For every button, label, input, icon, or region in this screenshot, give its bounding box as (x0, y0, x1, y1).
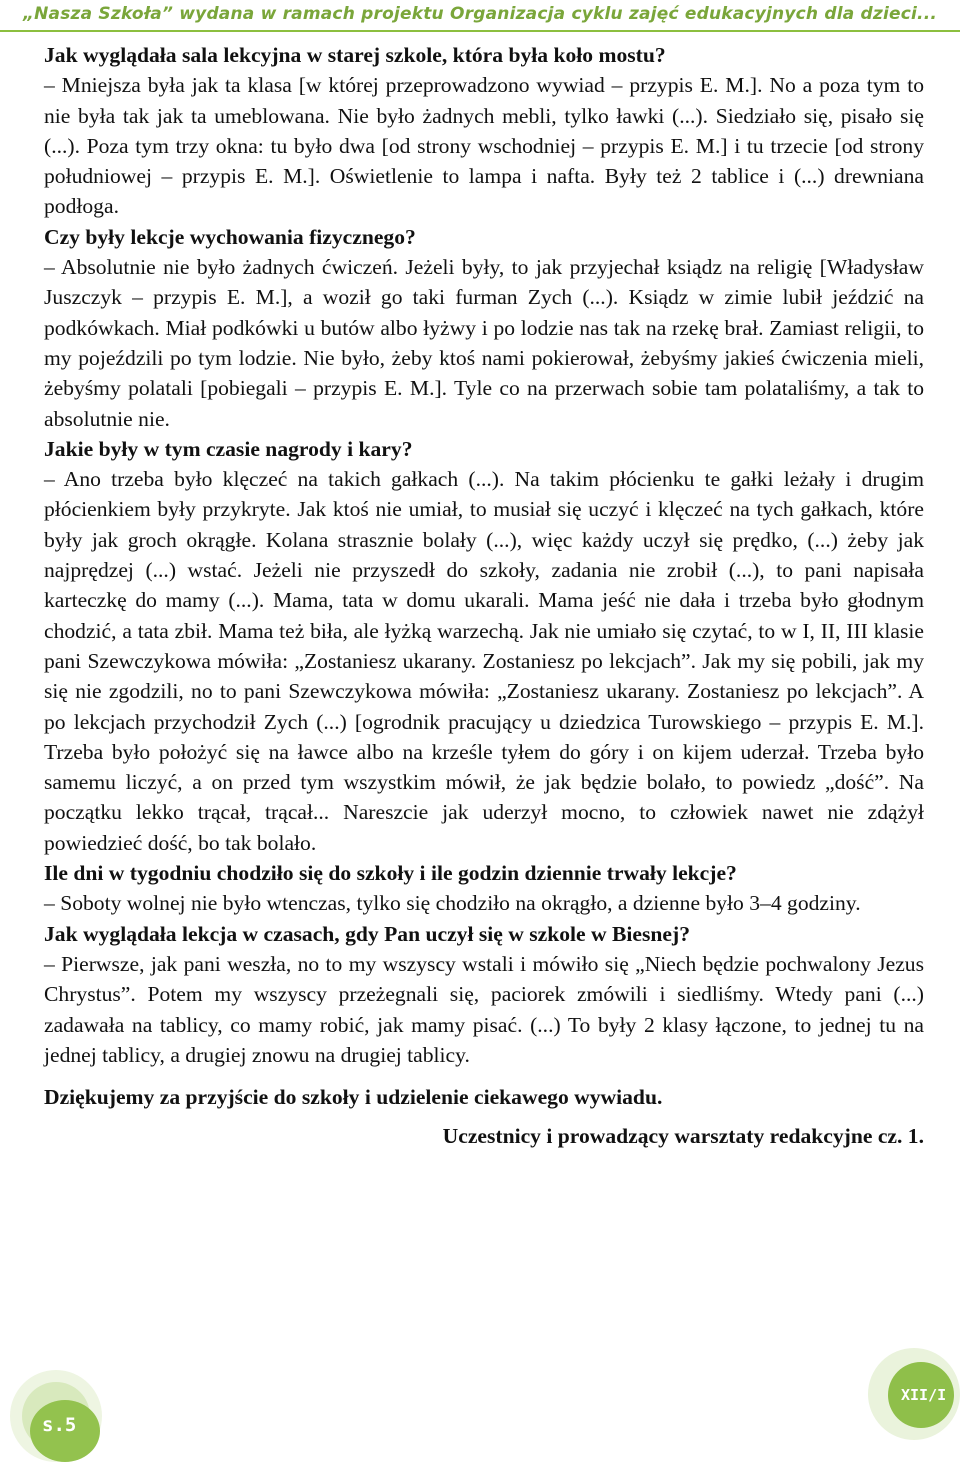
page-number-badge (10, 1370, 102, 1462)
thanks-note: Dziękujemy za przyjście do szkoły i udzielenie ciekawego wywiadu. (44, 1085, 663, 1110)
question: Jak wyglądała lekcja w czasach, gdy Pan uczył się w szkole w Biesnej? (44, 921, 690, 946)
signature: Uczestnicy i prowadzący warsztaty redakcyjne cz. 1. (442, 1124, 924, 1149)
answer: – Soboty wolnej nie było wtenczas, tylko się chodziło na okrągło, a dzienne było 3–4 godziny. (44, 891, 861, 916)
header-project-name: Organizacja cyklu zajęć edukacyjnych dla dzieci... (449, 4, 938, 24)
answer: – Mniejsza była jak ta klasa [w której przeprowadzono wywiad – przypis E. M.]. No a poza tym to nie była tak jak ta umeblowana. Nie było żadnych mebli, tylko ławki (...). Siedziało się, pisało się (...). Poza tym trzy okna: tu było dwa [od strony wschodniej – przypis E. M.] i tu trzecie [od strony południowej – przypis E. M.]. Oświetlenie to lampa i nafta. Były też 2 tablice i (...) drewniana podłoga. (44, 73, 924, 219)
header-title: „Nasza Szkoła” wydana w ramach projektu (22, 4, 450, 24)
question: Ile dni w tygodniu chodziło się do szkoły i ile godzin dziennie trwały lekcje? (44, 861, 737, 886)
answer: – Absolutnie nie było żadnych ćwiczeń. Jeżeli były, to jak przyjechał ksiądz na religię [Władysław Juszczyk – przypis E. M.], a woził go taki furman Zych (...). Ksiądz w zimie lubił jeździć na podkówkach. Miał podkówki u butów albo łyżwy i po lodzie nas tak na rzekę brał. Zamiast religii, to my pojeździli po tym lodzie. Nie było, żeby ktoś nami pokierował, żebyśmy jakieś ćwiczenia mieli, żebyśmy polatali [pobiegali – przypis E. M.]. Tyle co na przerwach sobie tam polataliśmy, a tak to absolutnie nie. (44, 255, 924, 431)
page-header (0, 0, 960, 34)
page-number: s.5 (42, 1414, 77, 1436)
answer: – Ano trzeba było klęczeć na takich gałkach (...). Na takim płócienku te gałki leżały i drugim płócienkiem były przykryte. Jak ktoś nie umiał, to musiał się uczyć i klęczeć na tych gałkach, które były jak groch okrągłe. Kolana strasznie bolały (...), więc każdy uczył się prędko, (...) żeby jak najprędzej (...) wstać. Jeżeli nie przyszedł do szkoły, zadania nie zrobił (...), to pani napisała karteczkę do mamy (...). Mama, tata w domu ukarali. Mama jeść nie dała i trzeba było głodnym chodzić, a tata zbił. Mama też biła, ale łyżką warzechą. Jak nie umiało się czytać, to w I, II, III klasie pani Szewczykowa mówiła: „Zostaniesz ukarany. Zostaniesz po lekcjach”. Jak my się pobili, jak my się nie zgodzili, no to pani Szewczykowa mówiła: „Zostaniesz ukarany. Zostaniesz po lekcjach”. A po lekcjach przychodził Zych (...) [ogrodnik pracujący u dziedzica Turowskiego – przypis E. M.]. Trzeba było położyć się na ławce albo na krześle tyłem do góry i on kijem uderzał. Trzeba było samemu liczyć, a on przed tym wszystkim mówił, że jak będzie bolało, to powiedz „dość”. Na początku lekko trącał, trącał... Nareszcie jak uderzył mocno, to człowiek nawet nie zdążył powiedzieć dość, bo tak bolało. (44, 467, 924, 855)
interview-body (44, 40, 924, 1152)
header-divider (0, 30, 960, 32)
question: Jak wyglądała sala lekcyjna w starej szkole, która była koło mostu? (44, 43, 666, 67)
issue-number: XII/I (901, 1386, 947, 1404)
question: Jakie były w tym czasie nagrody i kary? (44, 436, 413, 461)
issue-badge (868, 1348, 960, 1440)
question: Czy były lekcje wychowania fizycznego? (44, 224, 416, 249)
answer: – Pierwsze, jak pani weszła, no to my wszyscy wstali i mówiło się „Niech będzie pochwalony Jezus Chrystus”. Potem my wszyscy przeżegnali się, paciorek zmówili i siedliśmy. Wtedy pani (...) zadawała na tablicy, co mamy robić, jak mamy pisać. (...) To były 2 klasy łączone, to jednej tu na jednej tablicy, a drugiej znowu na drugiej tablicy. (44, 951, 924, 1067)
